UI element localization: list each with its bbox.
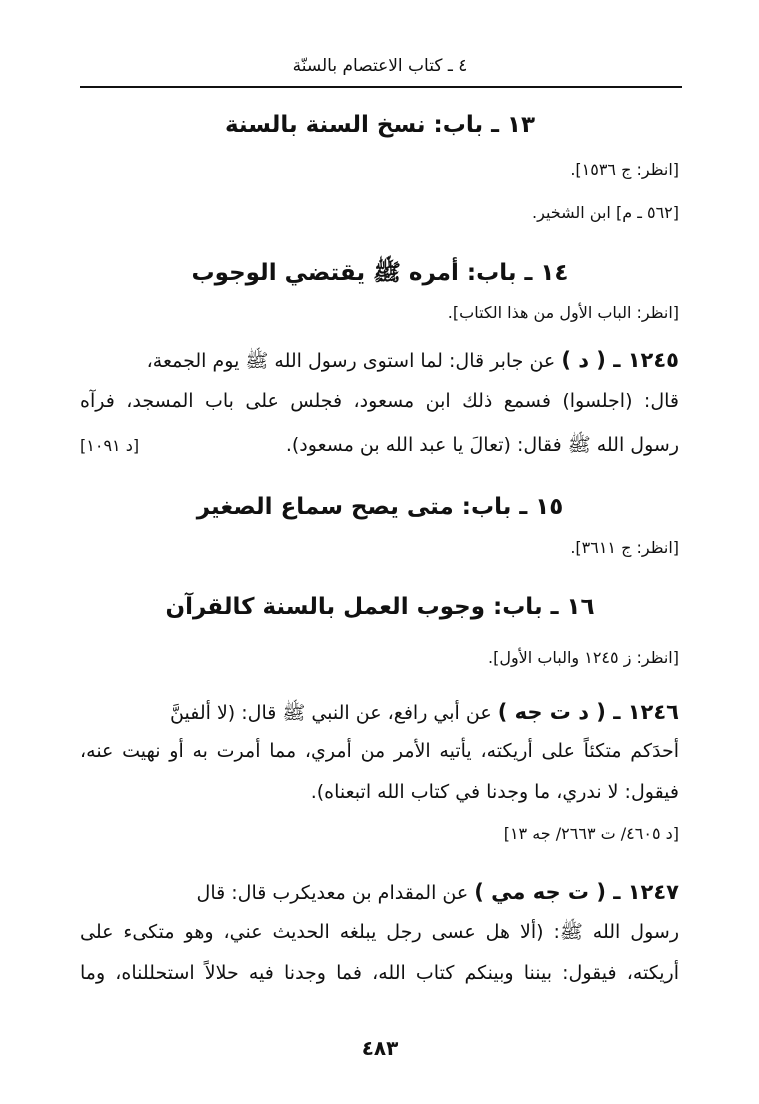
ref-chapter-13-a: [انظر: ج ١٥٣٦]. xyxy=(570,160,679,179)
hadith-1246-number: ١٢٤٦ ـ ( د ت جه ) xyxy=(497,700,679,724)
hadith-1246-line-1 xyxy=(170,700,679,729)
ref-chapter-15: [انظر: ج ٣٦١١]. xyxy=(570,538,679,557)
page-number: ٤٨٣ xyxy=(361,1036,399,1060)
hadith-1246-text-1: عن أبي رافع، عن النبي ﷺ قال: (لا ألفينَّ xyxy=(170,702,492,724)
hadith-1246-line-2: أحدَكم متكئاً على أريكته، يأتيه الأمر من أمري، مما أمرت به أو نهيت عنه، xyxy=(80,740,679,762)
hadith-1247-number: ١٢٤٧ ـ ( ت جه مي ) xyxy=(474,880,679,904)
hadith-1245-number: ١٢٤٥ ـ ( د ) xyxy=(561,348,679,372)
hadith-1245-source: [د ١٠٩١] xyxy=(80,436,140,455)
chapter-13-title: ١٣ ـ باب: نسخ السنة بالسنة xyxy=(224,112,536,138)
chapter-14-title: ١٤ ـ باب: أمره ﷺ يقتضي الوجوب xyxy=(191,260,569,286)
ref-chapter-13-b: [٥٦٢ ـ م] ابن الشخير. xyxy=(532,203,679,222)
hadith-1246-source: [د ٤٦٠٥/ ت ٢٦٦٣/ جه ١٣] xyxy=(503,824,679,843)
hadith-1245-text-1: عن جابر قال: لما استوى رسول الله ﷺ يوم الجمعة، xyxy=(146,350,556,372)
ref-chapter-16: [انظر: ز ١٢٤٥ والباب الأول]. xyxy=(488,648,679,667)
header-rule xyxy=(80,86,682,88)
hadith-1247-line-3: أريكته، فيقول: بيننا وبينكم كتاب الله، فما وجدنا فيه حلالاً استحللناه، وما xyxy=(80,962,679,984)
hadith-1247-line-2: رسول الله ﷺ: (ألا هل عسى رجل يبلغه الحديث عني، وهو متكىء على xyxy=(80,921,679,943)
hadith-1246-line-3: فيقول: لا ندري، ما وجدنا في كتاب الله اتبعناه). xyxy=(310,781,679,803)
hadith-1245-line-1 xyxy=(147,348,679,377)
ref-chapter-14: [انظر: الباب الأول من هذا الكتاب]. xyxy=(447,303,679,322)
chapter-16-title: ١٦ ـ باب: وجوب العمل بالسنة كالقرآن xyxy=(165,594,595,620)
running-head: ٤ ـ كتاب الاعتصام بالسنّة xyxy=(292,56,468,76)
hadith-1247-text-1: عن المقدام بن معديكرب قال: قال xyxy=(196,882,469,904)
chapter-15-title: ١٥ ـ باب: متى يصح سماع الصغير xyxy=(196,494,564,520)
hadith-1245-line-2: قال: (اجلسوا) فسمع ذلك ابن مسعود، فجلس على باب المسجد، فرآه xyxy=(80,390,679,412)
hadith-1247-line-1 xyxy=(197,880,679,904)
hadith-1245-line-3: رسول الله ﷺ فقال: (تعالَ يا عبد الله بن مسعود). xyxy=(285,434,679,456)
